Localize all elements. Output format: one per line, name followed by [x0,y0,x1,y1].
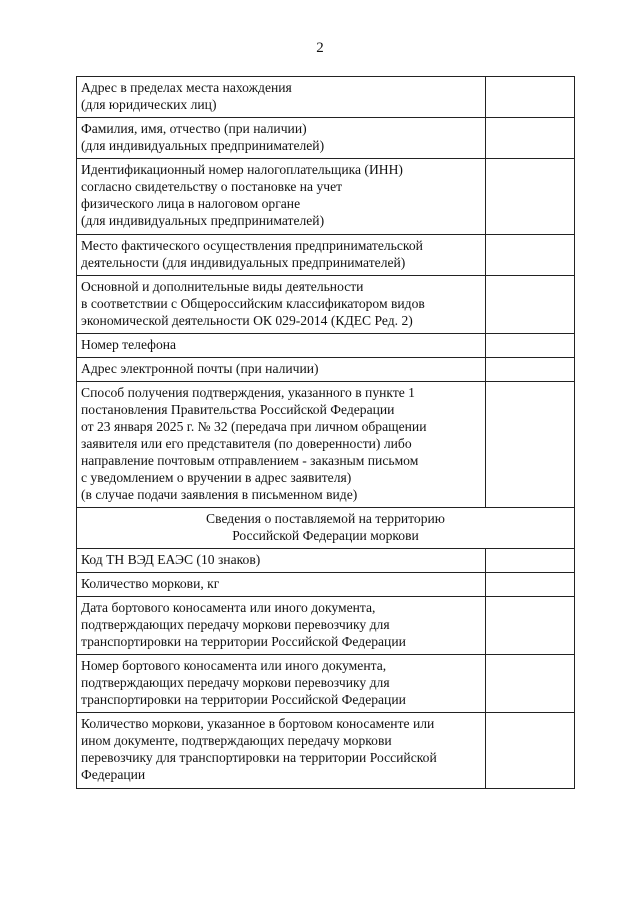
row-value-cell[interactable] [486,159,575,235]
row-value-cell[interactable] [486,77,575,118]
table-row [77,713,575,789]
table-row [77,549,575,573]
row-label: Адрес в пределах места нахождения (для юридических лиц) [77,77,486,118]
table-row [77,382,575,508]
application-form-table [76,76,575,789]
table-row [77,655,575,713]
table-row [77,235,575,276]
row-label: Адрес электронной почты (при наличии) [77,358,486,382]
row-value-cell[interactable] [486,597,575,655]
page-number: 2 [316,40,324,56]
row-value-cell[interactable] [486,713,575,789]
row-label: Способ получения подтверждения, указанного в пункте 1 постановления Правительства Российской Федерации от 23 января 2025 г. № 32 (передача при личном обращении заявителя или его представителя (по доверенности) либо направление почтовым отправлением - заказным письмом с уведомлением о вручении в адрес заявителя) (в случае подачи заявления в письменном виде) [77,382,486,508]
table-row [77,358,575,382]
row-value-cell[interactable] [486,276,575,334]
row-value-cell[interactable] [486,358,575,382]
row-value-cell[interactable] [486,334,575,358]
table-row [77,573,575,597]
table-row [77,276,575,334]
table-row [77,597,575,655]
row-value-cell[interactable] [486,235,575,276]
row-label: Номер бортового коносамента или иного документа, подтверждающих передачу моркови перевозчику для транспортировки на территории Российской Федерации [77,655,486,713]
row-value-cell[interactable] [486,655,575,713]
row-value-cell[interactable] [486,573,575,597]
row-label: Количество моркови, кг [77,573,486,597]
section-header-row [77,508,575,549]
row-label: Дата бортового коносамента или иного документа, подтверждающих передачу моркови перевозчику для транспортировки на территории Российской Федерации [77,597,486,655]
row-label: Место фактического осуществления предпринимательской деятельности (для индивидуальных предпринимателей) [77,235,486,276]
table-row [77,118,575,159]
table-row [77,334,575,358]
table-row [77,77,575,118]
row-value-cell[interactable] [486,118,575,159]
row-label: Фамилия, имя, отчество (при наличии) (для индивидуальных предпринимателей) [77,118,486,159]
section-title: Сведения о поставляемой на территорию Российской Федерации моркови [77,508,575,549]
row-label: Номер телефона [77,334,486,358]
row-value-cell[interactable] [486,549,575,573]
row-label: Код ТН ВЭД ЕАЭС (10 знаков) [77,549,486,573]
table-row [77,159,575,235]
row-label: Основной и дополнительные виды деятельности в соответствии с Общероссийским классификатором видов экономической деятельности ОК 029-2014 (КДЕС Ред. 2) [77,276,486,334]
row-label: Количество моркови, указанное в бортовом коносаменте или ином документе, подтверждающих передачу моркови перевозчику для транспортировки на территории Российской Федерации [77,713,486,789]
row-value-cell[interactable] [486,382,575,508]
row-label: Идентификационный номер налогоплательщика (ИНН) согласно свидетельству о постановке на учет физического лица в налоговом органе (для индивидуальных предпринимателей) [77,159,486,235]
